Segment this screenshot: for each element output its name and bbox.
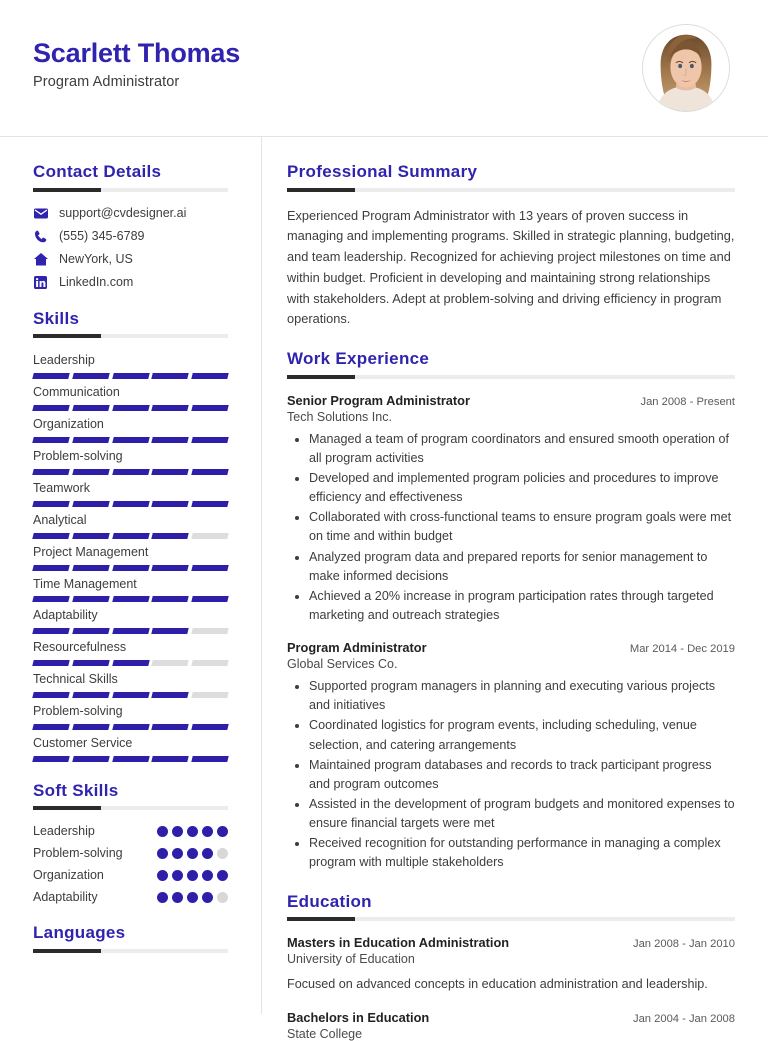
section-rule	[33, 949, 228, 953]
contact-details-heading	[33, 163, 228, 192]
envelope-icon	[33, 206, 48, 221]
skill-bar-segment	[32, 533, 69, 539]
soft-skills-list	[33, 824, 228, 904]
entry-date-range: Jan 2004 - Jan 2008	[632, 1012, 735, 1025]
skill-bar-segment	[32, 437, 69, 443]
skill-label: Time Management	[33, 576, 137, 591]
skill-bar-segment	[152, 596, 189, 602]
professional-summary-text: Experienced Program Administrator with 13 years of proven success in managing and implementing programs. Skilled in strategic planning, budgeting, and team leadership. Recognized for achieving project milestones on time and within budget. Proficient in developing and maintaining strong relationships with stakeholders. Adept at problem-solving and driving efficiency in program operations.	[287, 207, 735, 327]
skill-bar-segment	[191, 437, 228, 443]
skill-item	[33, 352, 228, 379]
entry-bullet-list	[287, 430, 735, 625]
soft-skill-item	[33, 824, 228, 838]
soft-skills-heading	[33, 782, 228, 811]
skill-bar-segment	[112, 437, 149, 443]
skill-bar-segment	[72, 533, 109, 539]
contact-phone-value: (555) 345-6789	[59, 229, 145, 244]
skill-bar-segment	[152, 533, 189, 539]
entry-description: Focused on advanced concepts in education administration and leadership.	[287, 977, 708, 992]
rating-dot	[172, 848, 183, 859]
main-column	[262, 137, 768, 1041]
rating-dot	[202, 892, 213, 903]
rating-dot	[172, 870, 183, 881]
skill-bar-segment	[152, 628, 189, 634]
section-rule	[33, 188, 228, 192]
skill-bar-segment	[112, 501, 149, 507]
skill-label: Problem-solving	[33, 449, 123, 463]
skill-bar-segment	[112, 596, 149, 602]
phone-icon	[33, 229, 48, 244]
skill-bar-segment	[32, 373, 69, 379]
skill-bar-segment	[152, 501, 189, 507]
rating-dot	[202, 870, 213, 881]
entry-bullet: • Received recognition for outstanding performance in managing a complex program with multiple stakeholders	[309, 834, 735, 872]
entry-header	[287, 935, 735, 950]
skill-bar-segment	[72, 405, 109, 411]
skill-bar-segment	[152, 660, 189, 666]
rating-dot	[172, 892, 183, 903]
education-entry	[287, 935, 735, 995]
entry-bullet: • Developed and implemented program policies and procedures to improve efficiency and effectiveness	[309, 469, 735, 507]
skill-rating-bar	[33, 501, 228, 507]
skill-bar-segment	[72, 373, 109, 379]
work-experience-title: Work Experience	[287, 349, 430, 368]
entry-bullet: • Analyzed program data and prepared reports for senior management to make informed decisions	[309, 548, 735, 586]
entry-bullet: • Collaborated with cross-functional teams to ensure program goals were met on time and within budget	[309, 508, 735, 546]
skill-rating-bar	[33, 724, 228, 730]
skill-label: Customer Service	[33, 735, 133, 750]
rating-dot	[157, 870, 168, 881]
soft-skill-rating-dots	[157, 848, 228, 859]
skill-bar-segment	[191, 469, 228, 475]
skill-bar-segment	[191, 628, 228, 634]
skill-item	[33, 576, 228, 603]
skill-bar-segment	[112, 405, 149, 411]
skill-item	[33, 639, 228, 666]
skill-bar-segment	[152, 469, 189, 475]
entry-header	[287, 640, 735, 655]
soft-skill-item	[33, 890, 228, 904]
skill-label: Adaptability	[33, 608, 98, 623]
skill-bar-segment	[32, 469, 69, 475]
skill-label: Technical Skills	[33, 672, 118, 687]
skills-title: Skills	[33, 308, 80, 328]
contact-linkedin-value: LinkedIn.com	[59, 275, 134, 290]
skill-item	[33, 544, 228, 571]
header-text-block	[33, 38, 240, 97]
work-experience-list	[287, 393, 735, 873]
skill-item	[33, 416, 228, 443]
skill-bar-segment	[32, 501, 69, 507]
rating-dot	[157, 848, 168, 859]
entry-title: Senior Program Administrator	[287, 392, 470, 408]
skill-bar-segment	[152, 692, 189, 698]
education-entry	[287, 1010, 735, 1041]
section-rule	[33, 806, 228, 810]
skill-label: Teamwork	[33, 480, 90, 495]
skill-bar-segment	[72, 565, 109, 571]
skill-rating-bar	[33, 373, 228, 379]
section-professional-summary	[287, 163, 735, 330]
skill-bar-segment	[112, 692, 149, 698]
skill-bar-segment	[32, 596, 69, 602]
entry-bullet-list	[287, 677, 735, 872]
skill-rating-bar	[33, 405, 228, 411]
soft-skill-item	[33, 868, 228, 882]
education-list	[287, 935, 735, 1041]
entry-title: Masters in Education Administration	[287, 935, 510, 951]
skill-rating-bar	[33, 565, 228, 571]
rating-dot	[187, 848, 198, 859]
skill-bar-segment	[72, 596, 109, 602]
skill-bar-segment	[112, 533, 149, 539]
languages-title: Languages	[33, 923, 126, 943]
rating-dot	[202, 826, 213, 837]
skill-bar-segment	[72, 437, 109, 443]
skill-item	[33, 671, 228, 698]
skill-bar-segment	[191, 692, 228, 698]
professional-summary-title: Professional Summary	[287, 162, 478, 181]
skill-bar-segment	[152, 565, 189, 571]
contact-item-location[interactable]	[33, 252, 228, 267]
rating-dot	[217, 870, 228, 881]
entry-title: Bachelors in Education	[287, 1009, 430, 1025]
candidate-name: Scarlett Thomas	[33, 38, 241, 69]
skill-label: Problem-solving	[33, 704, 123, 718]
entry-bullet: • Achieved a 20% increase in program participation rates through targeted marketing and outreach strategies	[309, 587, 735, 625]
entry-bullet: • Coordinated logistics for program events, including scheduling, venue selection, and catering arrangements	[309, 716, 735, 754]
section-skills	[33, 310, 228, 762]
skill-bar-segment	[72, 628, 109, 634]
skill-bar-segment	[112, 373, 149, 379]
resume-header	[0, 0, 768, 137]
section-rule	[287, 188, 735, 192]
skill-bar-segment	[32, 628, 69, 634]
skill-item	[33, 448, 228, 475]
rating-dot	[187, 870, 198, 881]
skill-bar-segment	[152, 756, 189, 762]
contact-item-email[interactable]	[33, 206, 228, 221]
rating-dot	[187, 892, 198, 903]
entry-organization: University of Education	[287, 952, 415, 967]
rating-dot	[217, 892, 228, 903]
entry-bullet: • Assisted in the development of program budgets and monitored expenses to ensure financial targets were met	[309, 795, 735, 833]
avatar	[642, 24, 730, 112]
entry-bullet: • Managed a team of program coordinators and ensured smooth operation of all program activities	[309, 430, 735, 468]
skill-label: Organization	[33, 417, 104, 432]
contact-item-linkedin[interactable]	[33, 275, 228, 290]
skill-bar-segment	[32, 565, 69, 571]
skills-list	[33, 352, 228, 761]
skill-item	[33, 512, 228, 539]
soft-skill-item	[33, 846, 228, 860]
skill-bar-segment	[32, 756, 69, 762]
skill-bar-segment	[32, 660, 69, 666]
soft-skill-label: Adaptability	[33, 890, 98, 905]
soft-skill-rating-dots	[157, 826, 228, 837]
skill-rating-bar	[33, 596, 228, 602]
education-title: Education	[287, 891, 372, 911]
skill-bar-segment	[191, 596, 228, 602]
candidate-job-title: Program Administrator	[33, 73, 180, 90]
skill-bar-segment	[152, 405, 189, 411]
skill-label: Project Management	[33, 544, 149, 559]
rating-dot	[157, 826, 168, 837]
skill-bar-segment	[191, 565, 228, 571]
section-languages	[33, 924, 228, 953]
soft-skill-rating-dots	[157, 892, 228, 903]
skill-rating-bar	[33, 628, 228, 634]
rating-dot	[202, 848, 213, 859]
skill-bar-segment	[72, 756, 109, 762]
rating-dot	[187, 826, 198, 837]
rating-dot	[217, 848, 228, 859]
rating-dot	[217, 826, 228, 837]
skill-label: Communication	[33, 385, 120, 400]
professional-summary-heading	[287, 163, 735, 192]
section-work-experience	[287, 350, 735, 873]
skill-rating-bar	[33, 692, 228, 698]
skill-label: Leadership	[33, 353, 95, 368]
soft-skills-title: Soft Skills	[33, 780, 119, 800]
skill-bar-segment	[191, 533, 228, 539]
soft-skill-label: Problem-solving	[33, 846, 123, 861]
skills-heading	[33, 310, 228, 339]
sidebar-column	[0, 137, 262, 1014]
skill-rating-bar	[33, 756, 228, 762]
skill-rating-bar	[33, 533, 228, 539]
skill-item	[33, 735, 228, 762]
soft-skill-label: Organization	[33, 868, 104, 883]
entry-bullet: • Maintained program databases and records to track participant progress and program outcomes	[309, 756, 735, 794]
languages-heading	[33, 924, 228, 953]
skill-bar-segment	[152, 437, 189, 443]
contact-location-value: NewYork, US	[59, 252, 133, 267]
home-icon	[33, 252, 48, 267]
entry-date-range: Mar 2014 - Dec 2019	[629, 643, 735, 656]
skill-bar-segment	[112, 469, 149, 475]
skill-item	[33, 480, 228, 507]
skill-rating-bar	[33, 469, 228, 475]
skill-bar-segment	[72, 692, 109, 698]
skill-item	[33, 703, 228, 730]
entry-title: Program Administrator	[287, 640, 427, 656]
rating-dot	[157, 892, 168, 903]
rating-dot	[172, 826, 183, 837]
skill-bar-segment	[72, 660, 109, 666]
soft-skill-label: Leadership	[33, 824, 95, 839]
skill-bar-segment	[191, 405, 228, 411]
section-education	[287, 893, 735, 1041]
skill-bar-segment	[112, 724, 149, 730]
skill-bar-segment	[191, 724, 228, 730]
skill-bar-segment	[191, 660, 228, 666]
skill-bar-segment	[191, 501, 228, 507]
work-experience-heading	[287, 350, 735, 379]
entry-bullet: • Supported program managers in planning and executing various projects and initiatives	[309, 677, 735, 715]
skill-bar-segment	[72, 501, 109, 507]
entry-date-range: Jan 2008 - Jan 2010	[632, 938, 735, 951]
skill-bar-segment	[112, 660, 149, 666]
skill-bar-segment	[32, 405, 69, 411]
skill-rating-bar	[33, 437, 228, 443]
section-rule	[287, 917, 735, 921]
entry-header	[287, 1010, 735, 1025]
skill-bar-segment	[32, 692, 69, 698]
section-rule	[33, 334, 228, 338]
contact-details-title: Contact Details	[33, 162, 162, 181]
entry-date-range: Jan 2008 - Present	[640, 395, 735, 408]
soft-skill-rating-dots	[157, 870, 228, 881]
skill-bar-segment	[112, 565, 149, 571]
contact-list	[33, 206, 228, 290]
linkedin-icon	[33, 275, 48, 290]
skill-label: Resourcefulness	[33, 640, 127, 655]
education-heading	[287, 893, 735, 922]
skill-bar-segment	[72, 724, 109, 730]
section-rule	[287, 375, 735, 379]
entry-organization: State College	[287, 1026, 363, 1041]
skill-item	[33, 384, 228, 411]
skill-rating-bar	[33, 660, 228, 666]
section-contact-details	[33, 163, 228, 290]
skill-bar-segment	[112, 756, 149, 762]
entry-organization: Global Services Co.	[287, 657, 398, 672]
entry-header	[287, 393, 735, 408]
skill-bar-segment	[152, 373, 189, 379]
work-experience-entry	[287, 393, 735, 625]
skill-label: Analytical	[33, 512, 87, 527]
section-soft-skills	[33, 782, 228, 905]
skill-bar-segment	[152, 724, 189, 730]
contact-item-phone[interactable]	[33, 229, 228, 244]
skill-bar-segment	[112, 628, 149, 634]
work-experience-entry	[287, 640, 735, 872]
contact-email-value: support@cvdesigner.ai	[59, 206, 187, 221]
skill-bar-segment	[32, 724, 69, 730]
resume-body	[0, 137, 768, 1041]
skill-bar-segment	[72, 469, 109, 475]
entry-organization: Tech Solutions Inc.	[287, 409, 392, 424]
skill-item	[33, 607, 228, 634]
skill-bar-segment	[191, 756, 228, 762]
skill-bar-segment	[191, 373, 228, 379]
profile-photo-icon	[643, 25, 729, 111]
